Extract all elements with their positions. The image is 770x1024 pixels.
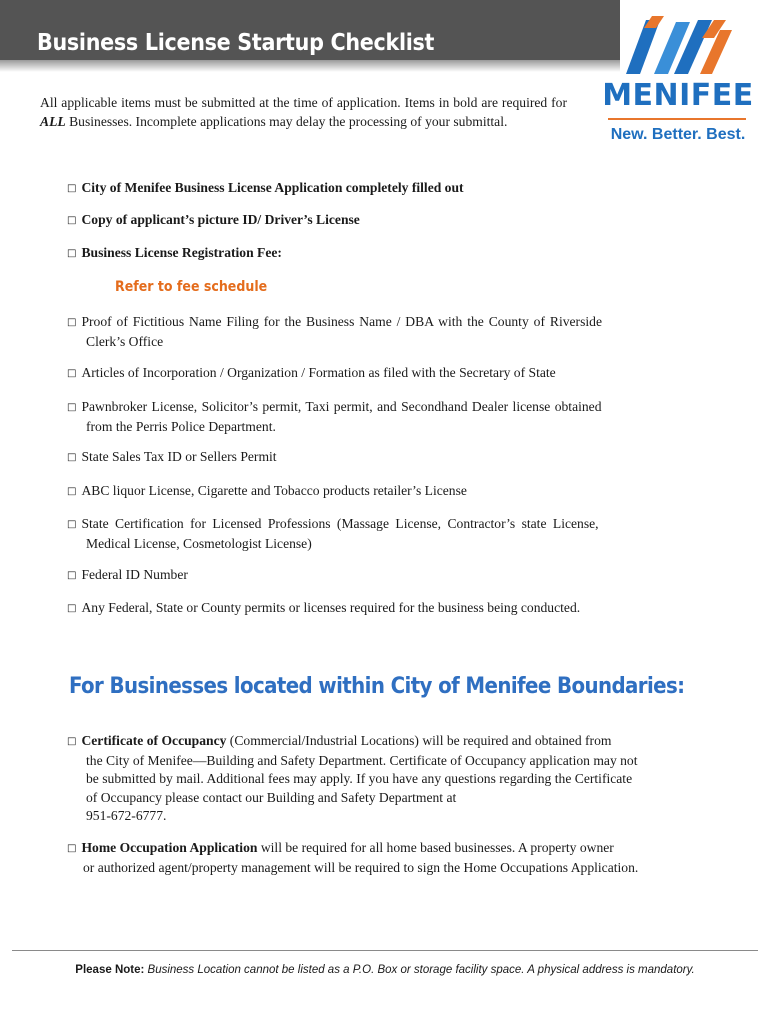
menifee-logo-mark-icon: [620, 16, 736, 76]
checkbox-icon: □: [67, 486, 77, 497]
footer-note: [0, 964, 770, 976]
fee-schedule-link[interactable]: Refer to fee schedule: [115, 279, 268, 295]
checklist-item-abc-liquor: □ ABC liquor License, Cigarette and Tobacco products retailer’s License: [67, 483, 467, 498]
intro-emphasis: ALL: [40, 114, 66, 129]
checkbox-icon: □: [67, 248, 77, 259]
checklist-item-application: □ City of Menifee Business License Application completely filled out: [67, 180, 464, 195]
checkbox-icon: □: [67, 519, 77, 530]
checkbox-icon: □: [67, 570, 77, 581]
checkbox-icon: □: [67, 317, 77, 328]
checklist-item-picture-id: □ Copy of applicant’s picture ID/ Driver’s License: [67, 212, 360, 227]
page-title: Business License Startup Checklist: [37, 30, 435, 56]
footer-note-label: Please Note:: [75, 964, 145, 976]
checkbox-icon: □: [67, 452, 77, 463]
logo-divider: [608, 118, 746, 120]
logo-wordmark: MENIFEE: [602, 78, 754, 113]
checklist-item-home-occupation: □ Home Occupation Application will be required for all home based businesses. A property owner or authorized agent/property management will be required to sign the Home Occupations Application.: [67, 840, 639, 875]
checklist-item-federal-id: □ Federal ID Number: [67, 567, 188, 582]
checklist-item-registration-fee: □ Business License Registration Fee:: [67, 245, 282, 260]
checklist-item-certificate-of-occupancy: □ Certificate of Occupancy (Commercial/Industrial Locations) will be required and obtained from the City of Menifee—Building and Safety Department. Certificate of Occupancy application may not be submitted by mail. Additional fees may apply. If you have any questions regarding the Certificate of Occupancy please contact our Building and Safety Department at 951-672-6777.: [67, 733, 638, 823]
checkbox-icon: □: [67, 843, 77, 854]
checklist-item-sales-tax: □ State Sales Tax ID or Sellers Permit: [67, 449, 277, 464]
checklist-item-other-permits: □ Any Federal, State or County permits or licenses required for the business being conducted.: [67, 600, 581, 615]
checkbox-icon: □: [67, 215, 77, 226]
checklist-item-state-certification: □ State Certification for Licensed Professions (Massage License, Contractor’s state License, Medical License, Cosmetologist License): [67, 516, 599, 551]
checkbox-icon: □: [67, 736, 77, 747]
intro-paragraph: All applicable items must be submitted at the time of application. Items in bold are required for ALL Businesses. Incomplete applications may delay the processing of your submittal.: [40, 95, 567, 129]
checklist-item-articles: □ Articles of Incorporation / Organization / Formation as filed with the Secretary of State: [67, 365, 556, 380]
footer-divider: [12, 950, 758, 951]
boundaries-heading: For Businesses located within City of Menifee Boundaries:: [69, 674, 685, 699]
checkbox-icon: □: [67, 183, 77, 194]
checkbox-icon: □: [67, 603, 77, 614]
logo-tagline: New. Better. Best.: [610, 126, 746, 143]
checklist-item-pawnbroker: □ Pawnbroker License, Solicitor’s permit, Taxi permit, and Secondhand Dealer license obtained from the Perris Police Department.: [67, 399, 602, 434]
checkbox-icon: □: [67, 368, 77, 379]
menifee-logo: [598, 12, 758, 152]
header-shadow: [0, 60, 620, 72]
footer-note-text: Business Location cannot be listed as a P.O. Box or storage facility space. A physical address is mandatory.: [144, 964, 695, 976]
checkbox-icon: □: [67, 402, 77, 413]
checklist-item-fictitious-name: □ Proof of Fictitious Name Filing for the Business Name / DBA with the County of Riverside Clerk’s Office: [67, 314, 602, 349]
